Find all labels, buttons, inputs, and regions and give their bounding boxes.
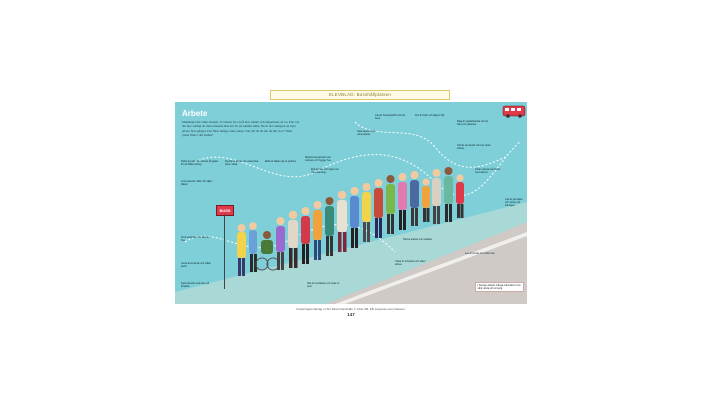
note: Kim är frisör och klipper hår. — [415, 114, 445, 117]
note: Ebba är läkare på ett sjukhus. — [265, 160, 297, 163]
person — [362, 183, 371, 242]
note: Nils är brevbärare och delar ut post. — [307, 282, 340, 288]
bus-stop-sign: BUSS — [216, 205, 234, 216]
person — [422, 178, 430, 222]
note: Erik är kock och lagar mat på restaurang. — [311, 168, 339, 174]
note: Fredrik är lärare och undervisar på en skola. — [225, 160, 259, 166]
person — [337, 191, 347, 252]
person — [313, 201, 322, 260]
person — [350, 187, 359, 248]
person — [374, 179, 383, 238]
note: Johan arbetar på kontor med datorer. — [475, 168, 501, 174]
person — [237, 224, 246, 276]
info-box: I Sverige arbetar många människor inom vård, skola och omsorg. — [475, 282, 524, 292]
person — [276, 217, 285, 270]
note: Sara studerar på universitetet. — [357, 130, 375, 136]
intro-text: Människor har olika arbeten. Vi arbetar för att få mat, kläder och någonstans att bo. Förr var det mer vanligt att man arbetade hela sitt liv på samma ställe. Nu är det vanligare att byta arbete flera gånger. Det finns många olika yrken. Vad vill du bli när du blir stor? Vilka yrken finns i din närhet? — [182, 120, 300, 137]
person — [432, 169, 441, 224]
note: Patrik är polis och arbetar på gatan för att hålla ordning. — [181, 160, 219, 166]
person — [301, 207, 310, 264]
chapter-label: ELEVBLAD: Busshållplatsen — [270, 90, 450, 100]
footer-text: Kopieringsunderlag ur SO Direkt Samhälle © Liber AB. Får kopieras inom klassen. — [296, 307, 406, 311]
note: Anna arbetar i affär och säljer kläder. — [181, 180, 213, 186]
person — [456, 174, 464, 218]
note: Lina är busschaufför och kör buss. — [375, 114, 406, 120]
person — [386, 175, 395, 234]
note: Greta är konstnär och målar tavlor. — [181, 262, 211, 268]
dotted-path — [195, 142, 520, 195]
bus-icon — [503, 106, 525, 118]
note: Karin arbetar med barn på förskola. — [181, 282, 209, 288]
person — [410, 171, 419, 226]
person — [288, 211, 298, 268]
note: Olof är pensionär och har slutat arbeta. — [457, 144, 491, 150]
note: Ali är elektriker och drar el i hus. — [181, 236, 210, 242]
note: Leo är bonde och odlar mat. — [465, 252, 495, 255]
person — [325, 197, 334, 256]
page-number: 147 — [347, 312, 355, 317]
person — [256, 231, 279, 270]
note: Maja är sjuksköterska och tar hand om patienter. — [457, 120, 489, 126]
note: Oskar är arbetslös och söker arbete. — [395, 260, 426, 266]
note: Lisa är journalist och skriver på tidningen. — [505, 198, 523, 207]
note: Mohammed arbetar som snickare och bygger hus. — [305, 156, 332, 162]
person — [398, 173, 407, 230]
bus-stop-pole — [224, 214, 225, 289]
book-spread — [175, 102, 527, 304]
spread-title: Arbete — [182, 109, 208, 118]
person — [444, 167, 453, 222]
note: Hanna arbetar som städare. — [403, 238, 433, 241]
